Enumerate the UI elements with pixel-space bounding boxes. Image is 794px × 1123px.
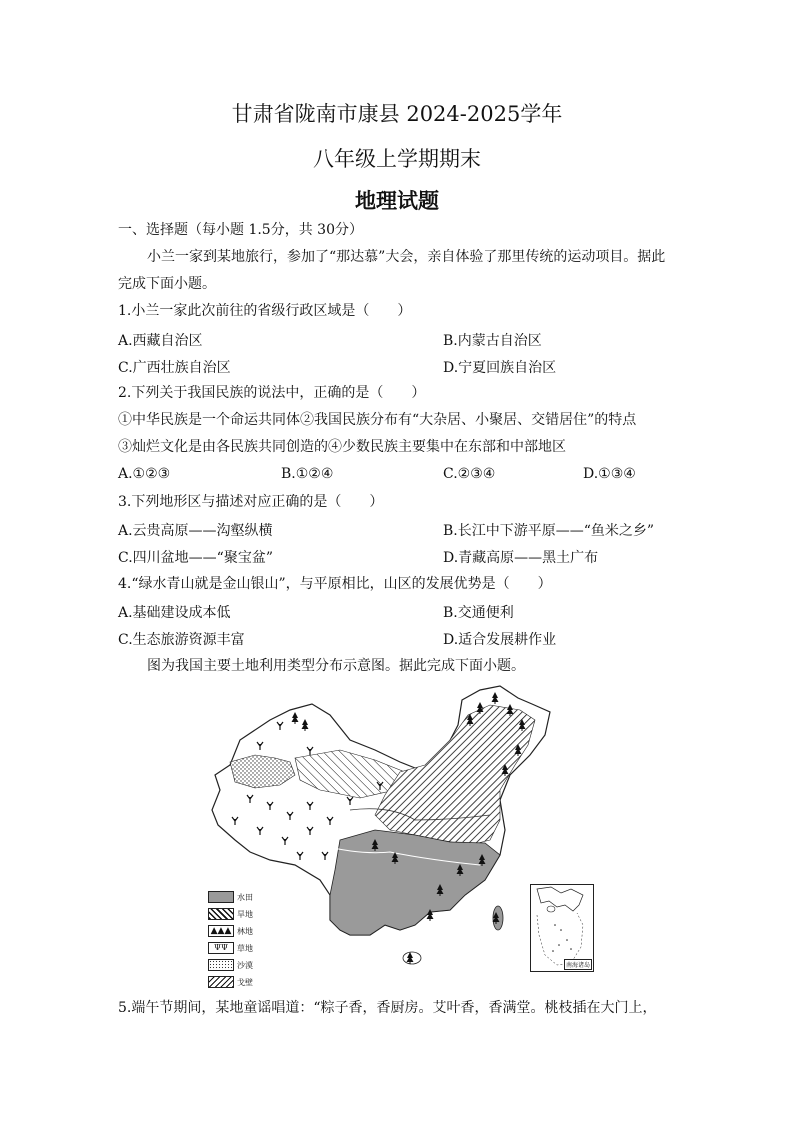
south-china-sea-inset [530, 884, 594, 972]
inset-label: 南海诸岛 [564, 959, 592, 970]
map-legend [208, 889, 288, 991]
legend-item-desert: 沙漠 [208, 957, 288, 973]
intro-text-2: 完成下面小题。 [118, 276, 216, 292]
question-3-stem: 3.下列地形区与描述对应正确的是（ ） [118, 494, 384, 510]
question-4-stem: 4.“绿水青山就是金山银山”，与平原相比，山区的发展优势是（ ） [118, 576, 552, 592]
legend-item-grass: ΨΨ 草地 [208, 940, 288, 956]
q2-option-a[interactable]: A.①②③ [118, 466, 171, 482]
question-1-stem: 1.小兰一家此次前往的省级行政区域是（ ） [118, 303, 412, 319]
intro-text-1: 小兰一家到某地旅行，参加了“那达慕”大会，亲自体验了那里传统的运动项目。据此 [147, 249, 666, 265]
question-5-stem: 5.端午节期间，某地童谣唱道：“粽子香，香厨房。艾叶香，香满堂。桃枝插在大门上， [118, 1000, 657, 1016]
q3-option-c[interactable]: C.四川盆地——“聚宝盆” [118, 550, 273, 566]
map-intro: 图为我国主要土地利用类型分布示意图。据此完成下面小题。 [147, 658, 525, 674]
q2-option-c[interactable]: C.②③④ [443, 466, 496, 482]
q3-option-a[interactable]: A.云贵高原——沟壑纵横 [118, 523, 273, 539]
question-2-statements-1: ①中华民族是一个命运共同体②我国民族分布有“大杂居、小聚居、交错居住”的特点 [118, 412, 637, 428]
q1-option-a[interactable]: A.西藏自治区 [118, 333, 203, 349]
forest-swatch: ▲▲▲ [208, 925, 234, 937]
q1-option-b[interactable]: B.内蒙古自治区 [443, 333, 542, 349]
q2-option-b[interactable]: B.①②④ [281, 466, 334, 482]
section-heading: 一、选择题（每小题 1.5分，共 30分） [118, 222, 363, 238]
exam-subtitle: 八年级上学期期末 [313, 147, 481, 171]
grass-swatch: ΨΨ [208, 942, 234, 954]
paddy-region [330, 830, 500, 935]
q1-option-c[interactable]: C.广西壮族自治区 [118, 360, 231, 376]
gobi-swatch [208, 976, 234, 988]
q4-option-d[interactable]: D.适合发展耕作业 [443, 632, 557, 648]
desert-swatch [208, 959, 234, 971]
paddy-swatch [208, 891, 234, 903]
q4-option-b[interactable]: B.交通便利 [443, 605, 514, 621]
q4-option-c[interactable]: C.生态旅游资源丰富 [118, 632, 245, 648]
question-2-statements-2: ③灿烂文化是由各民族共同创造的④少数民族主要集中在东部和中部地区 [118, 439, 566, 455]
legend-item-gobi: 戈壁 [208, 974, 288, 990]
dryland-swatch [208, 908, 234, 920]
q1-option-d[interactable]: D.宁夏回族自治区 [443, 360, 557, 376]
q3-option-b[interactable]: B.长江中下游平原——“鱼米之乡” [443, 523, 655, 539]
q3-option-d[interactable]: D.青藏高原——黑土广布 [443, 550, 599, 566]
legend-item-dryland: 旱地 [208, 906, 288, 922]
exam-title: 甘肃省陇南市康县 2024-2025学年 [231, 102, 563, 126]
q2-option-d[interactable]: D.①③④ [583, 466, 636, 482]
legend-item-forest: ▲▲▲ 林地 [208, 923, 288, 939]
q4-option-a[interactable]: A.基础建设成本低 [118, 605, 231, 621]
legend-item-paddy: 水田 [208, 889, 288, 905]
question-2-stem: 2.下列关于我国民族的说法中，正确的是（ ） [118, 385, 426, 401]
exam-subject: 地理试题 [355, 188, 439, 213]
dryland-region [375, 705, 535, 845]
